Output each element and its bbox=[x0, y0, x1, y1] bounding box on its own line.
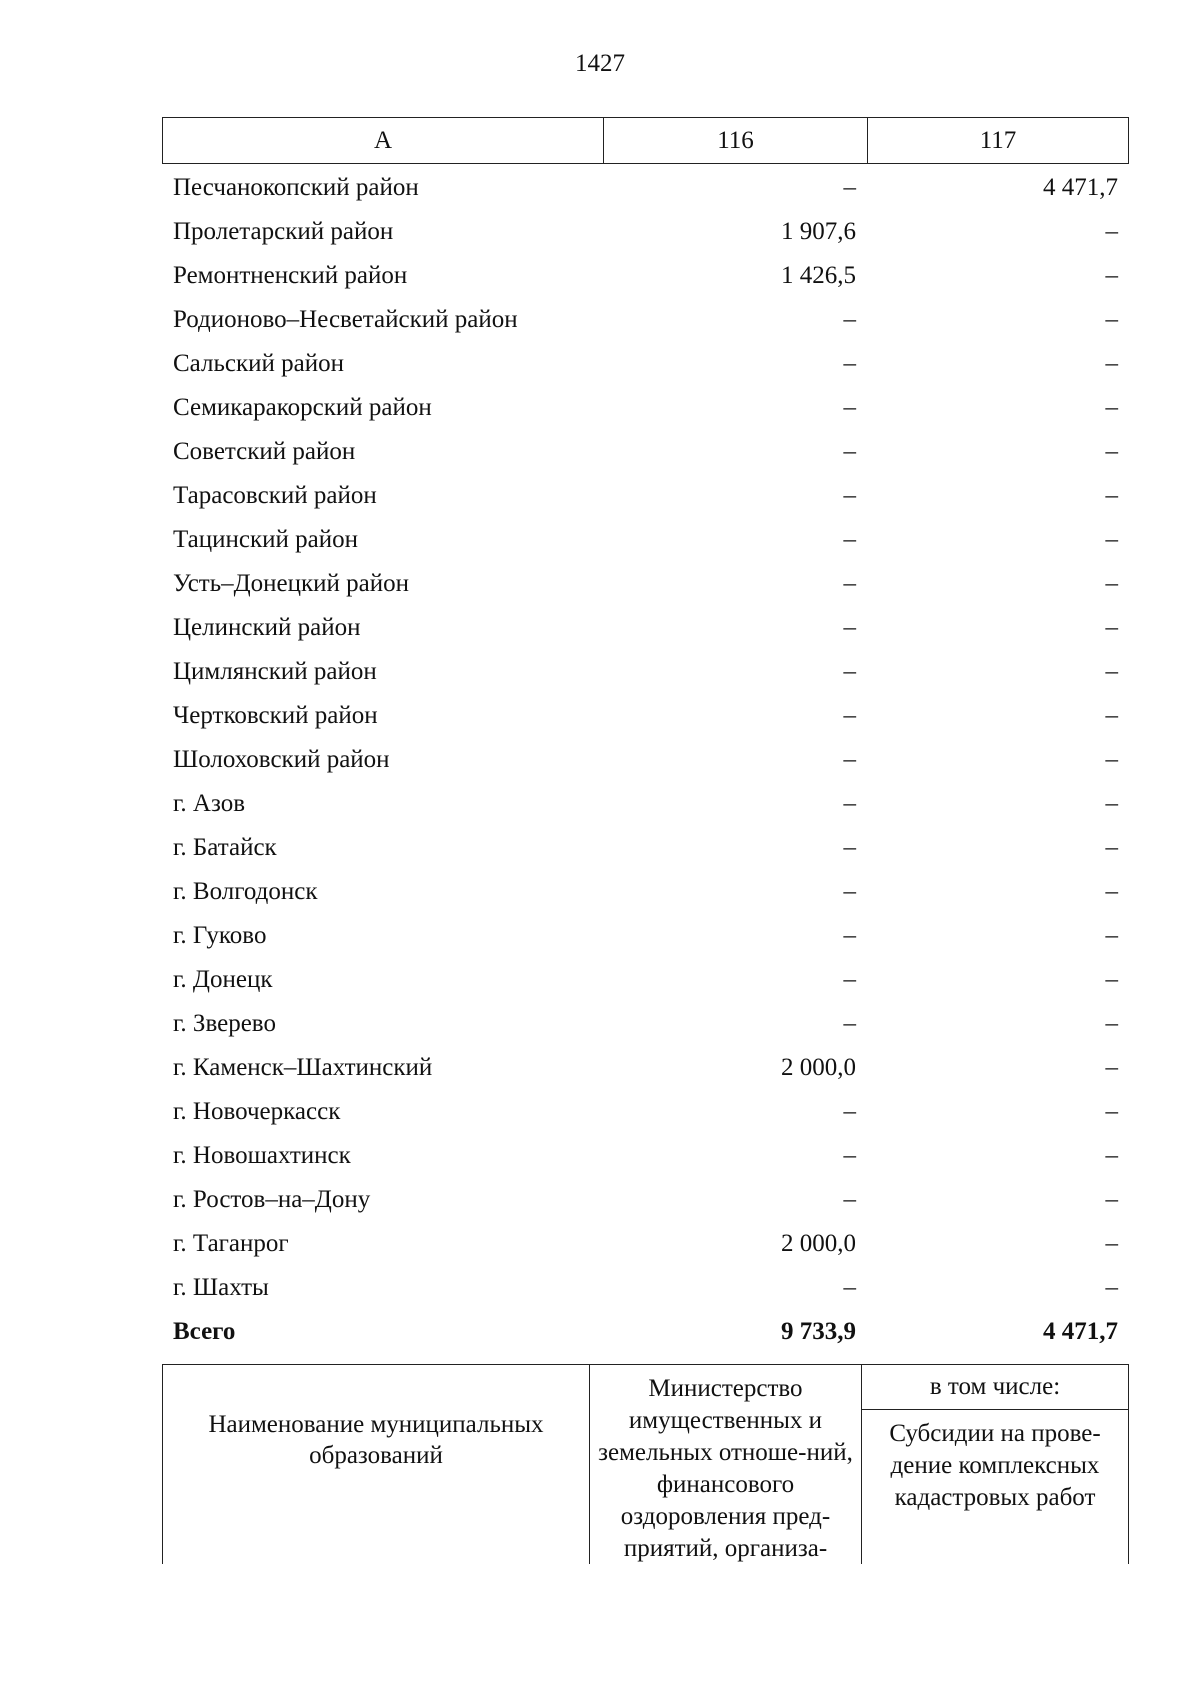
municipality-name: Тацинский район bbox=[173, 526, 358, 553]
table-row bbox=[162, 474, 1129, 518]
municipality-name: г. Зверево bbox=[173, 1010, 276, 1037]
municipality-name: Тарасовский район bbox=[173, 482, 377, 509]
table-row bbox=[162, 562, 1129, 606]
municipality-name: Усть–Донецкий район bbox=[173, 570, 410, 597]
table-row bbox=[162, 1222, 1129, 1266]
table-body bbox=[162, 166, 1129, 1354]
municipality-name-header: Наименование муниципальных образований bbox=[163, 1365, 590, 1564]
table-row bbox=[162, 1178, 1129, 1222]
value-116: 2 000,0 bbox=[781, 1230, 856, 1257]
value-116: 2 000,0 bbox=[781, 1054, 856, 1081]
table-row bbox=[162, 1046, 1129, 1090]
municipality-name: Всего bbox=[173, 1318, 236, 1345]
value-116: – bbox=[843, 482, 856, 509]
value-116: – bbox=[843, 746, 856, 773]
table-row bbox=[162, 958, 1129, 1002]
value-116: – bbox=[843, 1142, 856, 1169]
table-row bbox=[162, 166, 1129, 210]
value-116: – bbox=[843, 1186, 856, 1213]
value-116: – bbox=[843, 966, 856, 993]
value-117: – bbox=[1105, 218, 1118, 245]
header-col-116: 116 bbox=[604, 118, 868, 163]
municipality-name: Песчанокопский район bbox=[173, 174, 419, 201]
value-116: – bbox=[843, 658, 856, 685]
value-116: – bbox=[843, 438, 856, 465]
value-116: – bbox=[843, 614, 856, 641]
value-116: 9 733,9 bbox=[781, 1318, 856, 1345]
table-row bbox=[162, 386, 1129, 430]
value-116: 1 426,5 bbox=[781, 262, 856, 289]
subsidy-header: Субсидии на прове-дение комплексных кадастровых работ bbox=[889, 1420, 1101, 1511]
municipality-name: г. Новошахтинск bbox=[173, 1142, 351, 1169]
value-116: – bbox=[843, 878, 856, 905]
table-row bbox=[162, 606, 1129, 650]
table-row bbox=[162, 210, 1129, 254]
table-row bbox=[162, 298, 1129, 342]
value-116: – bbox=[843, 526, 856, 553]
value-116: – bbox=[843, 174, 856, 201]
value-117: – bbox=[1105, 1186, 1118, 1213]
table-row bbox=[162, 1090, 1129, 1134]
value-116: – bbox=[843, 834, 856, 861]
municipality-name: Целинский район bbox=[173, 614, 361, 641]
value-116: – bbox=[843, 1010, 856, 1037]
municipality-name: г. Гуково bbox=[173, 922, 267, 949]
value-116: – bbox=[843, 702, 856, 729]
municipality-name: Ремонтненский район bbox=[173, 262, 408, 289]
value-117: – bbox=[1105, 438, 1118, 465]
municipality-name: г. Шахты bbox=[173, 1274, 269, 1301]
value-117: – bbox=[1105, 1054, 1118, 1081]
table-row bbox=[162, 1266, 1129, 1310]
value-116: – bbox=[843, 394, 856, 421]
table-row bbox=[162, 650, 1129, 694]
value-117: – bbox=[1105, 746, 1118, 773]
municipality-name: г. Азов bbox=[173, 790, 246, 817]
value-117: – bbox=[1105, 1098, 1118, 1125]
second-table-header bbox=[162, 1364, 1129, 1564]
page-number: 1427 bbox=[575, 50, 625, 77]
ministry-header: Министерство имущественных и земельных отноше-ний, финансового оздоровления пред-приятий, организа- bbox=[590, 1365, 862, 1564]
table-row bbox=[162, 1134, 1129, 1178]
municipality-name: Семикаракорский район bbox=[173, 394, 432, 421]
table-row bbox=[162, 342, 1129, 386]
value-117: – bbox=[1105, 878, 1118, 905]
municipality-name: Родионово–Несветайский район bbox=[173, 306, 518, 333]
municipality-name: Советский район bbox=[173, 438, 356, 465]
value-117: – bbox=[1105, 1230, 1118, 1257]
value-116: – bbox=[843, 1098, 856, 1125]
value-116: – bbox=[843, 790, 856, 817]
value-117: – bbox=[1105, 922, 1118, 949]
value-116: – bbox=[843, 922, 856, 949]
value-117: – bbox=[1105, 614, 1118, 641]
municipality-name: г. Новочеркасск bbox=[173, 1098, 341, 1125]
municipality-name: г. Волгодонск bbox=[173, 878, 318, 905]
value-116: 1 907,6 bbox=[781, 218, 856, 245]
value-117: – bbox=[1105, 1142, 1118, 1169]
table-row bbox=[162, 870, 1129, 914]
value-117: – bbox=[1105, 570, 1118, 597]
value-117: – bbox=[1105, 526, 1118, 553]
municipality-name: г. Донецк bbox=[173, 966, 273, 993]
including-header: в том числе: bbox=[862, 1365, 1128, 1410]
value-117: 4 471,7 bbox=[1043, 1318, 1118, 1345]
municipality-name: Шолоховский район bbox=[173, 746, 390, 773]
header-col-a: А bbox=[163, 118, 604, 163]
municipality-name: г. Каменск–Шахтинский bbox=[173, 1054, 433, 1081]
table-row bbox=[162, 914, 1129, 958]
table-row bbox=[162, 782, 1129, 826]
value-117: – bbox=[1105, 350, 1118, 377]
value-116: – bbox=[843, 1274, 856, 1301]
value-117: 4 471,7 bbox=[1043, 174, 1118, 201]
value-117: – bbox=[1105, 966, 1118, 993]
table-row bbox=[162, 1002, 1129, 1046]
table-row bbox=[162, 738, 1129, 782]
table-header bbox=[162, 117, 1129, 164]
value-117: – bbox=[1105, 702, 1118, 729]
table-row bbox=[162, 694, 1129, 738]
municipality-name: Чертковский район bbox=[173, 702, 378, 729]
municipality-name: г. Батайск bbox=[173, 834, 277, 861]
value-117: – bbox=[1105, 790, 1118, 817]
including-group bbox=[862, 1365, 1128, 1564]
header-col-117: 117 bbox=[979, 126, 1017, 154]
value-116: – bbox=[843, 306, 856, 333]
table-row bbox=[162, 430, 1129, 474]
table-row bbox=[162, 826, 1129, 870]
municipality-name: г. Ростов–на–Дону bbox=[173, 1186, 371, 1213]
value-117: – bbox=[1105, 482, 1118, 509]
table-row bbox=[162, 254, 1129, 298]
total-row bbox=[162, 1310, 1129, 1354]
value-117: – bbox=[1105, 834, 1118, 861]
value-117: – bbox=[1105, 394, 1118, 421]
value-117: – bbox=[1105, 658, 1118, 685]
value-116: – bbox=[843, 350, 856, 377]
municipality-name: г. Таганрог bbox=[173, 1230, 289, 1257]
value-117: – bbox=[1105, 306, 1118, 333]
value-117: – bbox=[1105, 1010, 1118, 1037]
value-117: – bbox=[1105, 262, 1118, 289]
municipality-name: Пролетарский район bbox=[173, 218, 394, 245]
value-116: – bbox=[843, 570, 856, 597]
table-row bbox=[162, 518, 1129, 562]
value-117: – bbox=[1105, 1274, 1118, 1301]
municipality-name: Цимлянский район bbox=[173, 658, 377, 685]
municipality-name: Сальский район bbox=[173, 350, 344, 377]
